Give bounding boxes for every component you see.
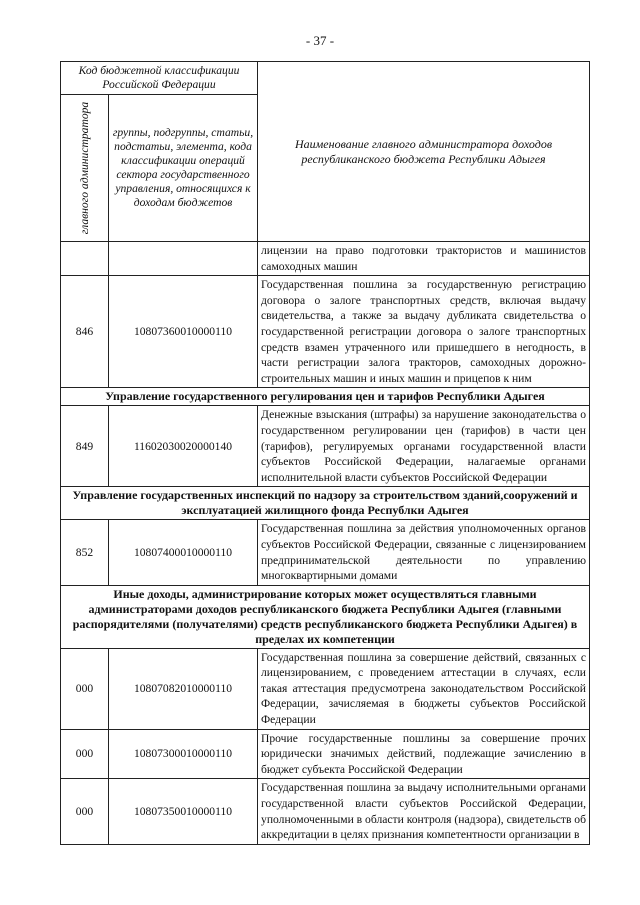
admin-code-cell: 000 bbox=[61, 779, 109, 844]
table-row bbox=[61, 729, 590, 779]
revenue-name-cell: Прочие государственные пошлины за совершение прочих юридически значимых действий, подлежащие зачислению в бюджет субъекта Российской Федерации bbox=[258, 729, 590, 779]
table-row bbox=[61, 520, 590, 585]
classification-code-cell: 10807082010000110 bbox=[109, 648, 258, 729]
classification-code-cell bbox=[109, 242, 258, 276]
admin-code-cell: 852 bbox=[61, 520, 109, 585]
classification-code-header: группы, подгруппы, статьи, подстатьи, элемента, кода классификации операций сектора государственного управления, относящихся к доходам бюджетов bbox=[109, 95, 258, 242]
admin-code-cell: 846 bbox=[61, 276, 109, 388]
section-header-row bbox=[61, 585, 590, 648]
table-row bbox=[61, 648, 590, 729]
admin-code-header bbox=[61, 95, 109, 242]
revenue-name-cell: Государственная пошлина за выдачу исполнительными органами государственной власти субъектов Российской Федерации, уполномоченными в области контроля (надзора), свидетельств об аккредитации в целях признания компетентности организации в bbox=[258, 779, 590, 844]
section-title: Управление государственных инспекций по надзору за строительством зданий,сооружений и эксплуатацией жилищного фонда Республки Адыгея bbox=[61, 487, 590, 520]
admin-name-header: Наименование главного администратора доходов республиканского бюджета Республики Адыгея bbox=[258, 62, 590, 242]
kbk-header: Код бюджетной классификации Российской Федерации bbox=[61, 62, 258, 95]
admin-code-cell: 000 bbox=[61, 729, 109, 779]
table-row bbox=[61, 779, 590, 844]
section-title: Управление государственного регулирования цен и тарифов Республики Адыгея bbox=[61, 388, 590, 406]
classification-code-cell: 10807360010000110 bbox=[109, 276, 258, 388]
admin-code-cell bbox=[61, 242, 109, 276]
page-number: - 37 - bbox=[305, 33, 335, 48]
table-header-row-1 bbox=[61, 62, 590, 95]
classification-code-cell: 10807350010000110 bbox=[109, 779, 258, 844]
section-title: Иные доходы, администрирование которых может осуществляться главными администраторами доходов республиканского бюджета Республики Адыгея (главными распорядителями (получателями) средств республиканского бюджета Республики Адыгея) в пределах их компетенции bbox=[61, 585, 590, 648]
admin-code-cell: 849 bbox=[61, 406, 109, 487]
classification-code-cell: 10807300010000110 bbox=[109, 729, 258, 779]
admin-code-header-text: главного администратора bbox=[77, 101, 91, 235]
admin-code-cell: 000 bbox=[61, 648, 109, 729]
table-row bbox=[61, 276, 590, 388]
revenue-name-cell: Государственная пошлина за государственную регистрацию договора о залоге транспортных средств, включая выдачу свидетельства, а также за выдачу дубликата свидетельства о государственной регистрации договора о залоге транспортных средств взамен утраченного или пришедшего в негодность, в части регистрации залога тракторов, самоходных дорожно-строительных машин и иных машин и прицепов к ним bbox=[258, 276, 590, 388]
section-header-row bbox=[61, 388, 590, 406]
table-row bbox=[61, 406, 590, 487]
revenue-name-cell: Государственная пошлина за действия уполномоченных органов субъектов Российской Федерации, связанные с лицензированием предпринимательской деятельности по управлению многоквартирными домами bbox=[258, 520, 590, 585]
classification-code-cell: 11602030020000140 bbox=[109, 406, 258, 487]
revenue-name-cell: Денежные взыскания (штрафы) за нарушение законодательства о государственном регулировании цен (тарифов) в части цен (тарифов), регулируемых органами государственной власти субъектов Российской Федерации, налагаемые органами исполнительной власти субъектов Российской Федерации bbox=[258, 406, 590, 487]
section-header-row bbox=[61, 487, 590, 520]
revenue-name-cell: Государственная пошлина за совершение действий, связанных с лицензированием, с проведением аттестации в случаях, если такая аттестация предусмотрена законодательством Российской Федерации, зачисляемая в бюджеты субъектов Российской Федерации bbox=[258, 648, 590, 729]
budget-classification-table bbox=[60, 61, 590, 845]
table-row bbox=[61, 242, 590, 276]
classification-code-cell: 10807400010000110 bbox=[109, 520, 258, 585]
revenue-name-cell: лицензии на право подготовки трактористов и машинистов самоходных машин bbox=[258, 242, 590, 276]
